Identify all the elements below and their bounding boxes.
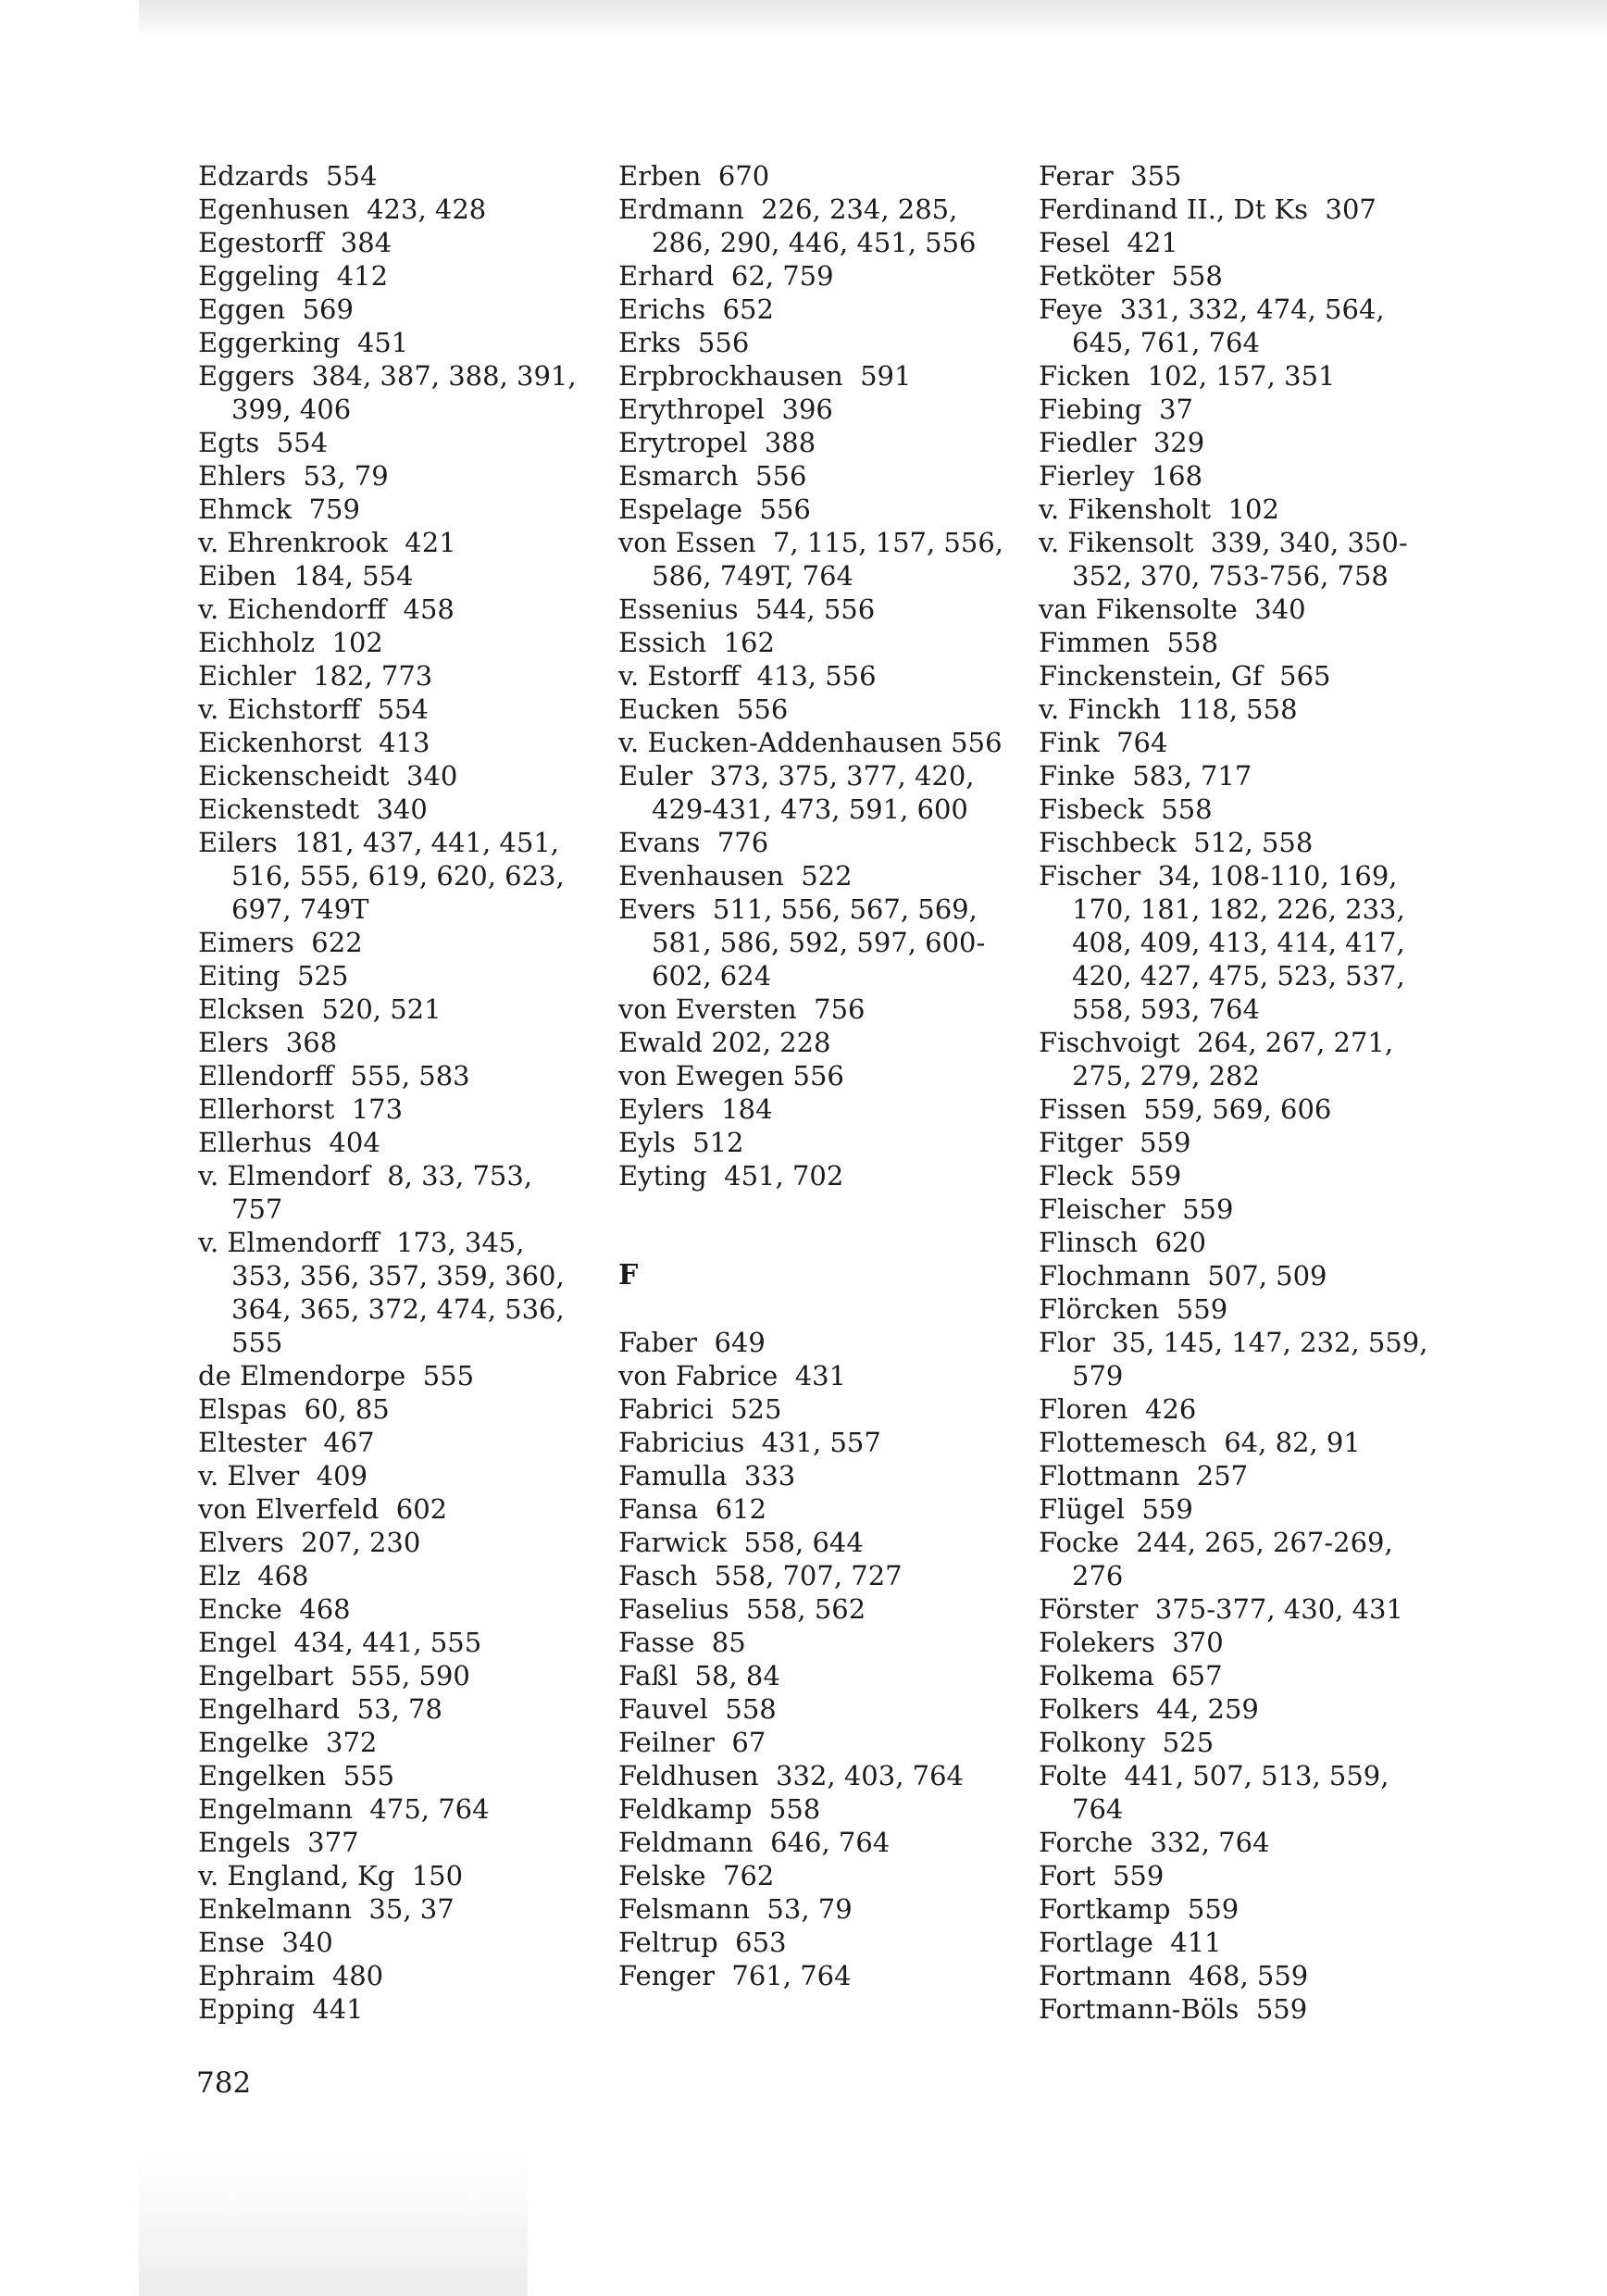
index-entry: Fink 764 [1039, 727, 1168, 758]
index-entry: Essenius 544, 556 [618, 593, 876, 625]
index-entry: Feye 331, 332, 474, 564, 645, 761, 764 [1039, 293, 1393, 358]
index-entry: Erytropel 388 [618, 427, 816, 458]
index-entry: v. Finckh 118, 558 [1039, 693, 1298, 725]
index-entries [618, 159, 1013, 1192]
index-entry: Engels 377 [198, 1827, 359, 1858]
index-column-2 [618, 159, 1013, 1992]
index-entry: Fasse 85 [618, 1627, 746, 1658]
index-entry: Elvers 207, 230 [198, 1527, 421, 1558]
index-entry: Evenhausen 522 [618, 860, 853, 892]
index-entry: Elcksen 520, 521 [198, 993, 442, 1025]
index-entry: Faber 649 [618, 1327, 766, 1358]
index-entry: Evans 776 [618, 827, 769, 858]
index-entry: Eichholz 102 [198, 627, 383, 658]
index-entry: Ficken 102, 157, 351 [1039, 360, 1336, 392]
index-entry: Ferdinand II., Dt Ks 307 [1039, 193, 1377, 225]
index-entry: Eggeling 412 [198, 260, 389, 292]
index-entry: v. Ehrenkrook 421 [198, 527, 456, 558]
index-entry: Fiedler 329 [1039, 427, 1205, 458]
index-entry: v. Estorff 413, 556 [618, 660, 877, 692]
index-entry: Fierley 168 [1039, 460, 1203, 492]
index-entry: Fortlage 411 [1039, 1927, 1222, 1958]
index-entry: Fortmann 468, 559 [1039, 1960, 1309, 1991]
index-entry: Finke 583, 717 [1039, 760, 1252, 792]
index-entry: Fort 559 [1039, 1860, 1165, 1891]
index-entry: Eggers 384, 387, 388, 391, 399, 406 [198, 360, 585, 425]
index-entry: v. Fikensolt 339, 340, 350-352, 370, 753-756, 758 [1039, 527, 1408, 592]
index-entry: Folkony 525 [1039, 1727, 1215, 1758]
index-entry: v. England, Kg 150 [198, 1860, 464, 1891]
index-entry: Engel 434, 441, 555 [198, 1627, 482, 1658]
index-entry: Famulla 333 [618, 1460, 796, 1491]
index-entry: Fesel 421 [1039, 227, 1178, 258]
index-entry: Ense 340 [198, 1927, 333, 1958]
index-entry: Folekers 370 [1039, 1627, 1224, 1658]
index-entry: Fetköter 558 [1039, 260, 1223, 292]
index-entry: Felsmann 53, 79 [618, 1893, 853, 1925]
index-entry: Engelke 372 [198, 1727, 378, 1758]
index-entry: Eickenscheidt 340 [198, 760, 458, 792]
index-entry: Fasch 558, 707, 727 [618, 1560, 903, 1591]
index-entry: Eickenstedt 340 [198, 793, 428, 825]
index-entry: Eyting 451, 702 [618, 1160, 844, 1192]
index-entry: von Ewegen 556 [618, 1060, 844, 1092]
index-entry: Ehmck 759 [198, 493, 360, 525]
index-entry: Focke 244, 265, 267-269, 276 [1039, 1527, 1401, 1591]
index-entry: Fenger 761, 764 [618, 1960, 852, 1991]
index-entry: Eilers 181, 437, 441, 451, 516, 555, 619, 620, 623, 697, 749T [198, 827, 573, 925]
index-entries [198, 159, 587, 2026]
scan-shadow-bottom [139, 2157, 528, 2296]
index-entry: Engelhard 53, 78 [198, 1693, 442, 1725]
index-entry: Fleischer 559 [1039, 1193, 1234, 1225]
index-entry: Eiben 184, 554 [198, 560, 414, 592]
index-entry: Feldkamp 558 [618, 1793, 821, 1825]
index-entry: Faselius 558, 562 [618, 1593, 866, 1625]
index-entry: Eggen 569 [198, 293, 354, 325]
scan-shadow-top [139, 0, 1607, 37]
index-entry: Erpbrockhausen 591 [618, 360, 912, 392]
index-entry: Enkelmann 35, 37 [198, 1893, 455, 1925]
index-entry: Evers 511, 556, 567, 569, 581, 586, 592, 597, 600-602, 624 [618, 893, 987, 992]
index-entry: Farwick 558, 644 [618, 1527, 864, 1558]
index-entry: v. Fikensholt 102 [1039, 493, 1279, 525]
index-entry: Egenhusen 423, 428 [198, 193, 487, 225]
index-entry: Egts 554 [198, 427, 329, 458]
index-entry: Eickenhorst 413 [198, 727, 430, 758]
index-entry: Ellerhus 404 [198, 1127, 380, 1158]
index-entry: Ewald 202, 228 [618, 1027, 831, 1058]
index-entry: Fisbeck 558 [1039, 793, 1213, 825]
index-entry: Fitger 559 [1039, 1127, 1191, 1158]
index-entry: von Essen 7, 115, 157, 556, 586, 749T, 764 [618, 527, 1013, 592]
index-entry: Fortkamp 559 [1039, 1893, 1240, 1925]
index-entry: v. Elver 409 [198, 1460, 368, 1491]
index-entry: Ehlers 53, 79 [198, 460, 389, 492]
index-entry: Epping 441 [198, 1993, 364, 2025]
index-entry: Engelmann 475, 764 [198, 1793, 490, 1825]
index-entry: Euler 373, 375, 377, 420, 429-431, 473, 591, 600 [618, 760, 983, 825]
index-entry: Eyls 512 [618, 1127, 744, 1158]
index-entry: v. Eucken-Addenhausen 556 [618, 727, 1003, 758]
index-entry: Eucken 556 [618, 693, 789, 725]
index-entry: Eiting 525 [198, 960, 349, 992]
index-entry: Fischer 34, 108-110, 169, 170, 181, 182, 226, 233, 408, 409, 413, 414, 417, 420, 427, 475, 523, 537, 558, 593, 764 [1039, 860, 1414, 1025]
index-entry: Flügel 559 [1039, 1493, 1193, 1525]
index-entry: Förster 375-377, 430, 431 [1039, 1593, 1403, 1625]
index-entry: Floren 426 [1039, 1393, 1197, 1425]
index-entry: Essich 162 [618, 627, 775, 658]
index-entry: Edzards 554 [198, 160, 378, 192]
index-entry: Folkers 44, 259 [1039, 1693, 1259, 1725]
index-entry: von Eversten 756 [618, 993, 866, 1025]
index-entry: Flottemesch 64, 82, 91 [1039, 1427, 1361, 1458]
index-entry: Feilner 67 [618, 1727, 766, 1758]
index-entry: Forche 332, 764 [1039, 1827, 1270, 1858]
index-entry: Finckenstein, Gf 565 [1039, 660, 1331, 692]
index-entry: Erks 556 [618, 327, 750, 358]
index-entry: Flor 35, 145, 147, 232, 559, 579 [1039, 1327, 1437, 1391]
index-entry: Fortmann-Böls 559 [1039, 1993, 1308, 2025]
index-entry: Elz 468 [198, 1560, 309, 1591]
index-entry: Fissen 559, 569, 606 [1039, 1093, 1332, 1125]
index-entry: Ephraim 480 [198, 1960, 384, 1991]
index-entry: de Elmendorpe 555 [198, 1360, 475, 1391]
index-entry: Fiebing 37 [1039, 393, 1193, 425]
index-entry: Fleck 559 [1039, 1160, 1182, 1192]
index-entry: Flottmann 257 [1039, 1460, 1249, 1491]
index-column-1 [198, 159, 587, 2026]
index-entry: Folte 441, 507, 513, 559, 764 [1039, 1760, 1398, 1825]
index-entry: Egestorff 384 [198, 227, 392, 258]
index-column-3 [1039, 159, 1446, 2026]
letter-heading: F [618, 1259, 639, 1292]
index-entry: Fimmen 558 [1039, 627, 1219, 658]
index-entry: Ellerhorst 173 [198, 1093, 404, 1125]
index-entry: Encke 468 [198, 1593, 351, 1625]
index-entry: Erythropel 396 [618, 393, 833, 425]
index-entry: v. Elmendorf 8, 33, 753, 757 [198, 1160, 542, 1225]
index-entry: Fabrici 525 [618, 1393, 782, 1425]
index-entry: Ellendorff 555, 583 [198, 1060, 470, 1092]
index-entry: Eichler 182, 773 [198, 660, 433, 692]
index-entries [1039, 159, 1446, 2026]
index-entry: Erichs 652 [618, 293, 774, 325]
index-entry: Fabricius 431, 557 [618, 1427, 881, 1458]
index-entry: von Elverfeld 602 [198, 1493, 448, 1525]
index-entry: Fansa 612 [618, 1493, 767, 1525]
index-entry: Erben 670 [618, 160, 770, 192]
index-entry: Esmarch 556 [618, 460, 807, 492]
index-entry: Feltrup 653 [618, 1927, 787, 1958]
index-entry: von Fabrice 431 [618, 1360, 847, 1391]
index-entry: Folkema 657 [1039, 1660, 1223, 1691]
index-entry: v. Eichendorff 458 [198, 593, 455, 625]
index-entry: Faßl 58, 84 [618, 1660, 780, 1691]
index-entry: Flinsch 620 [1039, 1227, 1206, 1258]
index-entries-after-heading [618, 1326, 1007, 1992]
index-entry: Ferar 355 [1039, 160, 1182, 192]
index-entry: Feldhusen 332, 403, 764 [618, 1760, 964, 1791]
index-entry: Feldmann 646, 764 [618, 1827, 891, 1858]
index-entry: Flörcken 559 [1039, 1293, 1228, 1325]
index-entry: Engelken 555 [198, 1760, 395, 1791]
index-entry: Fischbeck 512, 558 [1039, 827, 1314, 858]
index-entry: Erdmann 226, 234, 285, 286, 290, 446, 451, 556 [618, 193, 977, 258]
page-number: 782 [196, 2066, 252, 2100]
index-entry: Espelage 556 [618, 493, 811, 525]
index-entry: Erhard 62, 759 [618, 260, 834, 292]
index-entry: Eltester 467 [198, 1427, 375, 1458]
index-entry: Eggerking 451 [198, 327, 409, 358]
index-entry: Eimers 622 [198, 927, 363, 958]
index-entry: Elspas 60, 85 [198, 1393, 390, 1425]
index-entry: Flochmann 507, 509 [1039, 1260, 1327, 1292]
index-entry: Elers 368 [198, 1027, 338, 1058]
index-entry: v. Elmendorff 173, 345, 353, 356, 357, 359, 360, 364, 365, 372, 474, 536, 555 [198, 1227, 573, 1358]
index-entry: Fauvel 558 [618, 1693, 777, 1725]
index-entry: Engelbart 555, 590 [198, 1660, 470, 1691]
index-entry: Felske 762 [618, 1860, 775, 1891]
index-entry: Fischvoigt 264, 267, 271, 275, 279, 282 [1039, 1027, 1402, 1092]
index-entry: v. Eichstorff 554 [198, 693, 429, 725]
index-entry: Eylers 184 [618, 1093, 773, 1125]
index-entry: van Fikensolte 340 [1039, 593, 1306, 625]
